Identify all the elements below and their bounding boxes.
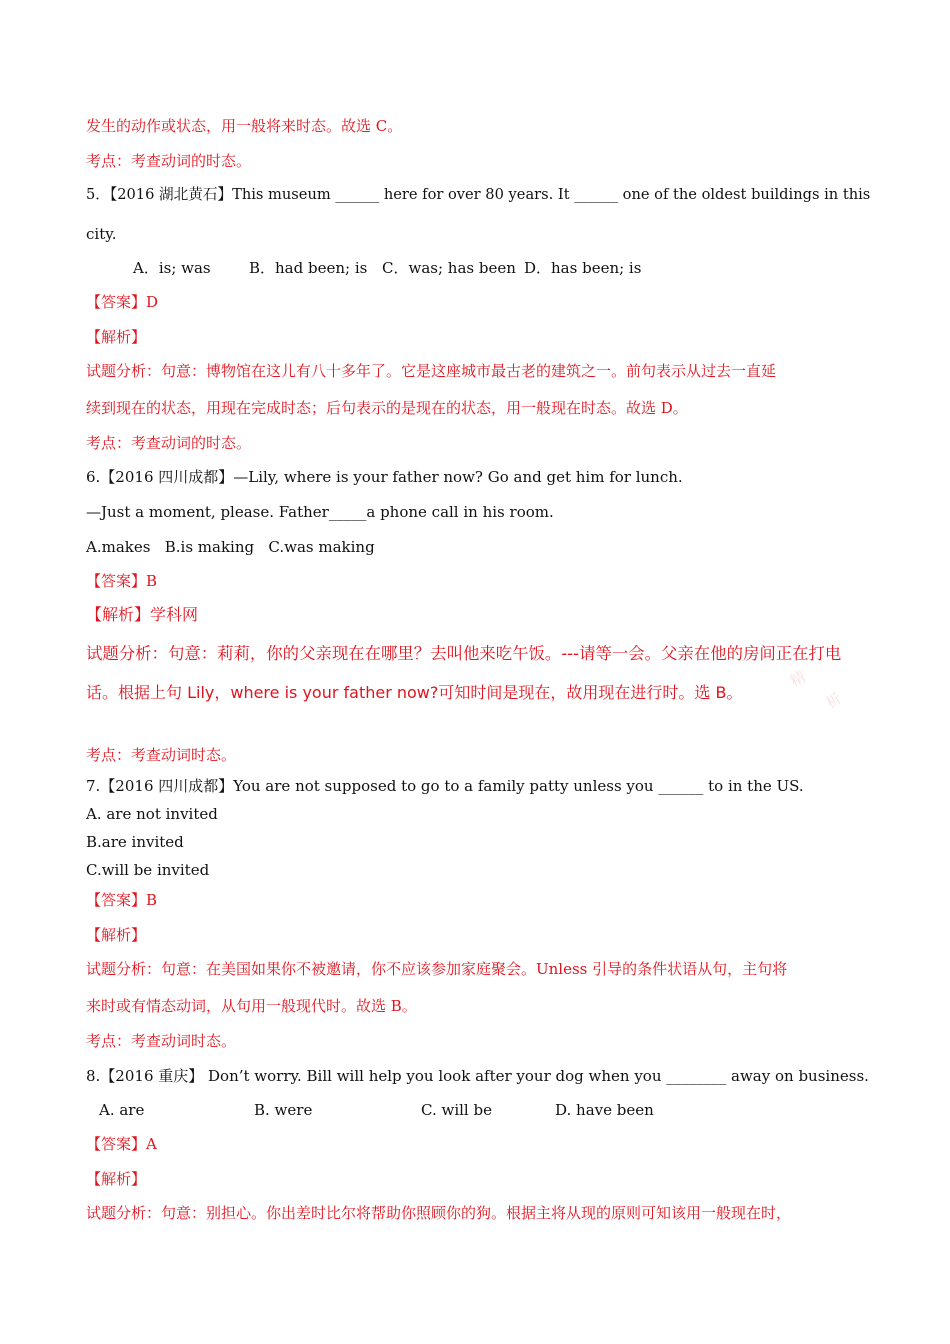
question-6-stem: 6.【2016 四川成都】—Lily, where is your father now? Go and get him for lunch. <box>86 468 683 486</box>
q7-option-b: B.are invited <box>86 833 184 851</box>
q7-analysis-2: 来时或有情态动词，从句用一般现代时。故选 B。 <box>86 997 417 1015</box>
watermark-mark-1: 精 <box>786 667 809 691</box>
q8-analysis-1: 试题分析：句意：别担心。你出差时比尔将帮助你照顾你的狗。根据主将从现的原则可知该用一般现在时， <box>86 1204 792 1222</box>
q6-keypoint: 考点：考查动词时态。 <box>86 746 237 764</box>
q5-analysis-label: 【解析】 <box>86 328 147 346</box>
q6-analysis-label: 【解析】学科网 <box>86 605 199 624</box>
q5-analysis-1: 试题分析：句意：博物馆在这儿有八十多年了。它是这座城市最古老的建筑之一。前句表示从过去一直延 <box>86 362 777 380</box>
q5-option-d: D．has been; is <box>524 259 642 277</box>
q8-analysis-label: 【解析】 <box>86 1170 147 1188</box>
watermark-mark-2: 析 <box>822 689 845 713</box>
q6-analysis-1: 试题分析：句意：莉莉，你的父亲现在在哪里？去叫他来吃午饭。---请等一会。父亲在他的房间正在打电 <box>86 644 842 663</box>
q5-option-b: B．had been; is <box>249 259 368 277</box>
q8-option-a: A. are <box>99 1101 145 1119</box>
q7-keypoint: 考点：考查动词时态。 <box>86 1032 237 1050</box>
q7-option-c: C.will be invited <box>86 861 210 879</box>
q7-option-a: A. are not invited <box>86 805 218 823</box>
question-5-stem-cont: city. <box>86 225 117 243</box>
q6-options: A.makes B.is making C.was making <box>86 538 375 556</box>
q7-answer: 【答案】B <box>86 891 158 909</box>
analysis-continued: 发生的动作或状态，用一般将来时态。故选 C。 <box>86 117 403 135</box>
q8-answer: 【答案】A <box>86 1135 157 1153</box>
question-7-stem: 7.【2016 四川成都】You are not supposed to go to a family patty unless you ______ to in the US. <box>86 777 804 795</box>
q5-analysis-2: 续到现在的状态，用现在完成时态；后句表示的是现在的状态，用一般现在时态。故选 D。 <box>86 399 688 417</box>
q5-answer: 【答案】D <box>86 293 159 311</box>
q5-option-c: C．was; has been <box>382 259 516 277</box>
q8-option-d: D. have been <box>555 1101 654 1119</box>
question-6-stem-cont: —Just a moment, please. Father_____a phone call in his room. <box>86 503 554 521</box>
keypoint: 考点：考查动词的时态。 <box>86 152 252 170</box>
q6-analysis-2: 话。根据上句 Lily，where is your father now?可知时间是现在，故用现在进行时。选 B。 <box>86 683 743 702</box>
q7-analysis-label: 【解析】 <box>86 926 147 944</box>
q6-answer: 【答案】B <box>86 572 158 590</box>
question-8-stem: 8.【2016 重庆】 Don’t worry. Bill will help you look after your dog when you ________ away on business. <box>86 1067 869 1085</box>
question-5-stem: 5．【2016 湖北黄石】This museum ______ here for over 80 years. It ______ one of the oldest buildings in this <box>86 186 871 203</box>
q5-keypoint: 考点：考查动词的时态。 <box>86 434 252 452</box>
q7-analysis-1: 试题分析：句意：在美国如果你不被邀请，你不应该参加家庭聚会。Unless 引导的条件状语从句，主句将 <box>86 960 788 978</box>
q5-option-a: A．is; was <box>133 259 211 277</box>
q8-option-c: C. will be <box>421 1101 492 1119</box>
q8-option-b: B. were <box>254 1101 313 1119</box>
